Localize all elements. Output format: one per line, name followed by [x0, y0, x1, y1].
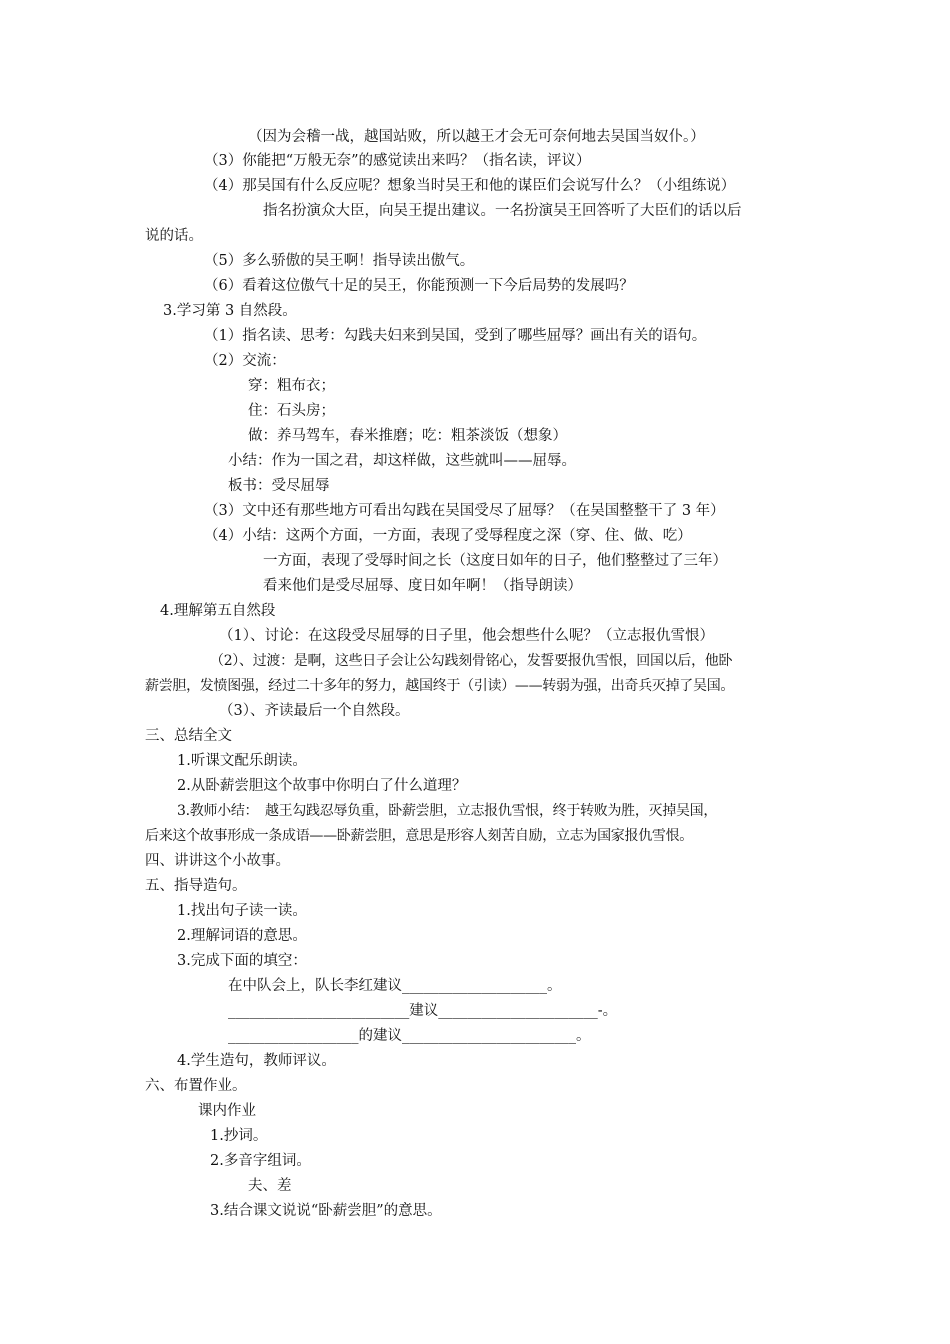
section-heading: 4.理解第五自然段 [160, 603, 276, 619]
text-line: 1.找出句子读一读。 [177, 903, 307, 919]
text-line: 薪尝胆，发愤图强，经过二十多年的努力，越国终于（引读）——转弱为强，出奇兵灭掉了吴国。 [145, 678, 735, 694]
text-line: 课内作业 [198, 1103, 256, 1119]
section-heading: 四、讲讲这个小故事。 [145, 853, 290, 869]
text-line: 小结：作为一国之君，却这样做，这些就叫——屈辱。 [228, 453, 576, 469]
text-line: 说的话。 [145, 228, 203, 244]
text-line: 看来他们是受尽屈辱、度日如年啊！（指导朗读） [263, 578, 582, 594]
fill-in-blank-line: __________________的建议________________________。 [228, 1028, 591, 1044]
text-line: 3.完成下面的填空： [177, 953, 307, 969]
text-line: （4）小结：这两个方面，一方面，表现了受辱程度之深（穿、住、做、吃） [204, 528, 692, 544]
text-line: （4）那吴国有什么反应呢？想象当时吴王和他的谋臣们会说写什么？（小组练说） [204, 178, 736, 194]
text-line: 做：养马驾车，春米推磨；吃：粗茶淡饭（想象） [248, 428, 567, 444]
text-line: （2）交流： [204, 353, 286, 369]
text-line: 3.教师小结： 越王勾践忍辱负重，卧薪尝胆，立志报仇雪恨，终于转败为胜，灭掉吴国， [177, 803, 718, 819]
section-heading: 五、指导造句。 [145, 878, 247, 894]
text-line: （2）、过渡：是啊，这些日子会让公勾践刻骨铭心，发誓要报仇雪恨，回国以后，他卧 [210, 653, 733, 669]
text-line: （3）文中还有那些地方可看出勾践在吴国受尽了屈辱？（在吴国整整干了 3 年） [204, 503, 725, 519]
fill-in-blank-line: _________________________建议______________________-。 [228, 1003, 618, 1019]
text-line: （1）、讨论：在这段受尽屈辱的日子里，他会想些什么呢？（立志报仇雪恨） [219, 628, 714, 644]
fill-in-blank-line: 在中队会上，队长李红建议____________________。 [228, 978, 562, 994]
text-line: 一方面，表现了受辱时间之长（这度日如年的日子，他们整整过了三年） [263, 553, 727, 569]
text-line: （3）、齐读最后一个自然段。 [219, 703, 410, 719]
text-line: （5）多么骄傲的吴王啊！指导读出傲气。 [204, 253, 475, 269]
text-line: 4.学生造句，教师评议。 [177, 1053, 336, 1069]
text-line: （因为会稽一战，越国站败，所以越王才会无可奈何地去吴国当奴仆。） [248, 129, 705, 145]
text-line: （3）你能把“万般无奈”的感觉读出来吗？（指名读，评议） [204, 153, 591, 169]
text-line: （6）看着这位傲气十足的吴王，你能预测一下今后局势的发展吗？ [204, 278, 634, 294]
text-line: 2.多音字组词。 [210, 1153, 311, 1169]
text-line: 1.抄词。 [210, 1128, 268, 1144]
section-heading: 3.学习第 3 自然段。 [163, 303, 297, 319]
section-heading: 六、布置作业。 [145, 1078, 247, 1094]
text-line: 1.听课文配乐朗读。 [177, 753, 307, 769]
text-line: 指名扮演众大臣，向吴王提出建议。一名扮演吴王回答听了大臣们的话以后 [263, 203, 742, 219]
section-heading: 三、总结全文 [145, 728, 232, 744]
text-line: （1）指名读、思考：勾践夫妇来到吴国，受到了哪些屈辱？画出有关的语句。 [204, 328, 707, 344]
text-line: 后来这个故事形成一条成语——卧薪尝胆，意思是形容人刻苦自励，立志为国家报仇雪恨。 [145, 828, 693, 844]
text-line: 3.结合课文说说“卧薪尝胆”的意思。 [210, 1203, 442, 1219]
text-line: 穿：粗布衣； [248, 378, 335, 394]
text-line: 2.从卧薪尝胆这个故事中你明白了什么道理？ [177, 778, 467, 794]
text-line: 2.理解词语的意思。 [177, 928, 307, 944]
text-line: 住：石头房； [248, 403, 335, 419]
text-line: 板书：受尽屈辱 [228, 478, 330, 494]
text-line: 夫、差 [248, 1178, 292, 1194]
